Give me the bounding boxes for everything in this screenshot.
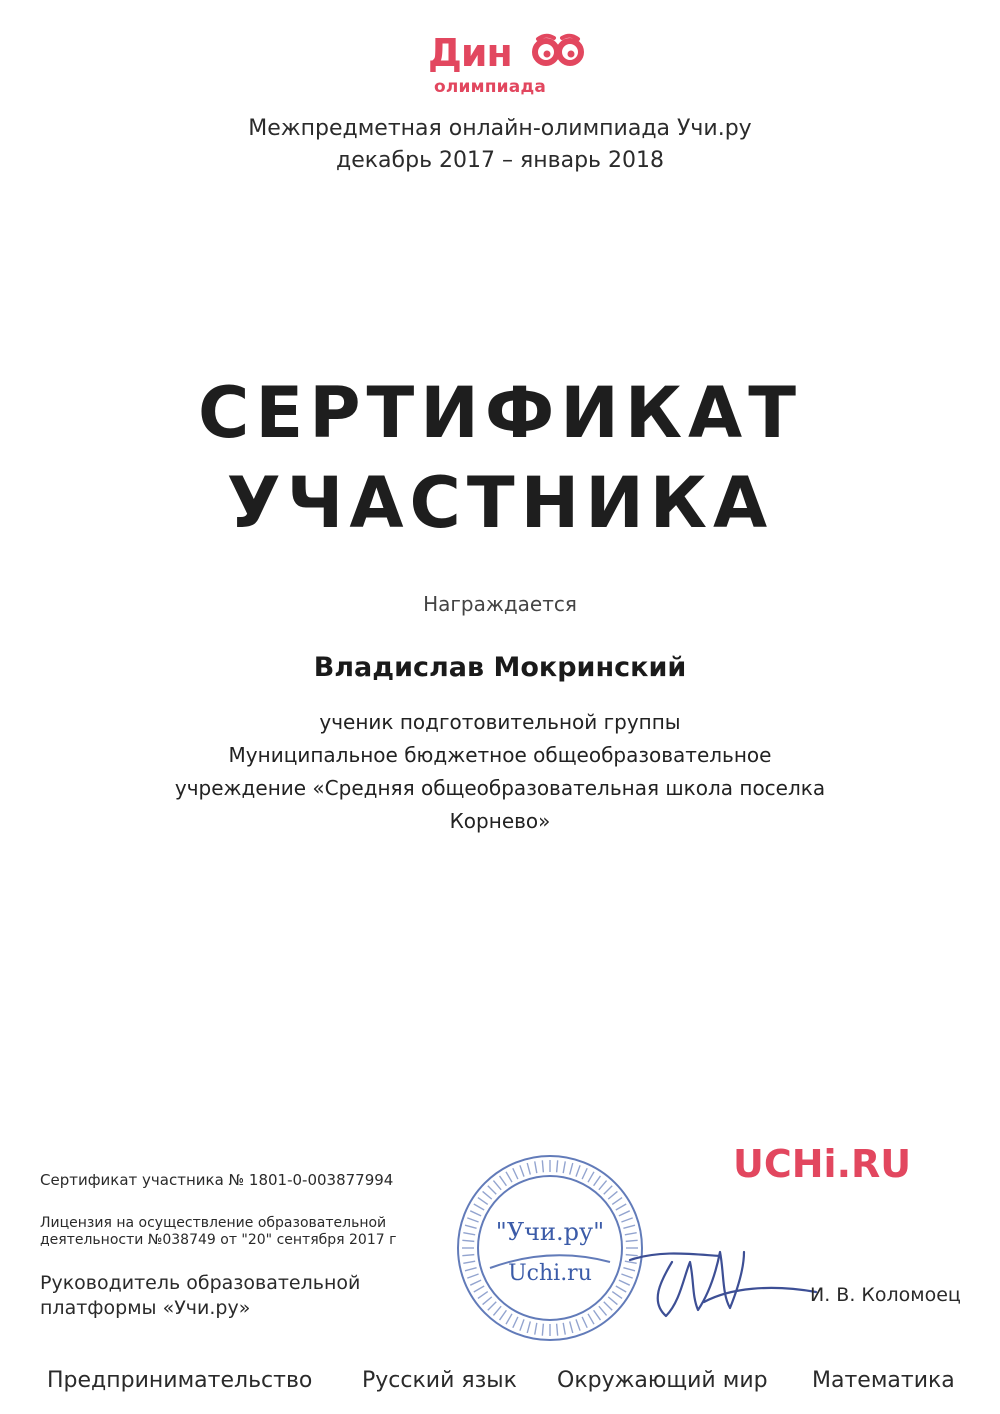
license-line-2: деятельности №038749 от "20" сентября 2017 г — [40, 1232, 397, 1248]
recipient-description-3: учреждение «Средняя общеобразовательная школа поселка — [174, 776, 826, 800]
organization-stamp — [452, 1150, 648, 1346]
recipient-description-4: Корнево» — [449, 809, 551, 833]
certificate-subtitle: УЧАСТНИКА — [226, 462, 774, 544]
recipient-description-1: ученик подготовительной группы — [319, 710, 681, 734]
signature — [620, 1232, 820, 1322]
subject-environment: Окружающий мир — [557, 1368, 768, 1393]
recipient-name: Владислав Мокринский — [313, 652, 687, 683]
leader-title-2: платформы «Учи.ру» — [40, 1297, 251, 1319]
subject-math: Математика — [812, 1368, 955, 1393]
logo-subtitle: олимпиада — [434, 77, 547, 97]
subject-entrepreneurship: Предпринимательство — [47, 1368, 313, 1393]
uchi-ru-logo: UCHi.RU — [733, 1142, 912, 1186]
subject-russian: Русский язык — [362, 1368, 517, 1393]
dino-olympiad-logo — [420, 28, 580, 100]
logo-title: Дин — [428, 31, 512, 75]
awarded-label: Награждается — [423, 592, 577, 616]
stamp-text-1: "Учи.ру" — [495, 1218, 605, 1246]
logo-eyes-icon — [532, 32, 584, 72]
license-line-1: Лицензия на осуществление образовательной — [40, 1215, 387, 1231]
certificate-number: Сертификат участника № 1801-0-003877994 — [40, 1171, 394, 1189]
stamp-text-2: Uchi.ru — [508, 1261, 592, 1286]
olympiad-dates: декабрь 2017 – январь 2018 — [336, 148, 664, 173]
recipient-description-2: Муниципальное бюджетное общеобразовательное — [228, 743, 772, 767]
olympiad-name: Межпредметная онлайн-олимпиада Учи.ру — [248, 116, 752, 141]
signer-name: И. В. Коломоец — [810, 1284, 961, 1306]
leader-title-1: Руководитель образовательной — [40, 1272, 361, 1294]
certificate-title: СЕРТИФИКАТ — [198, 372, 802, 454]
